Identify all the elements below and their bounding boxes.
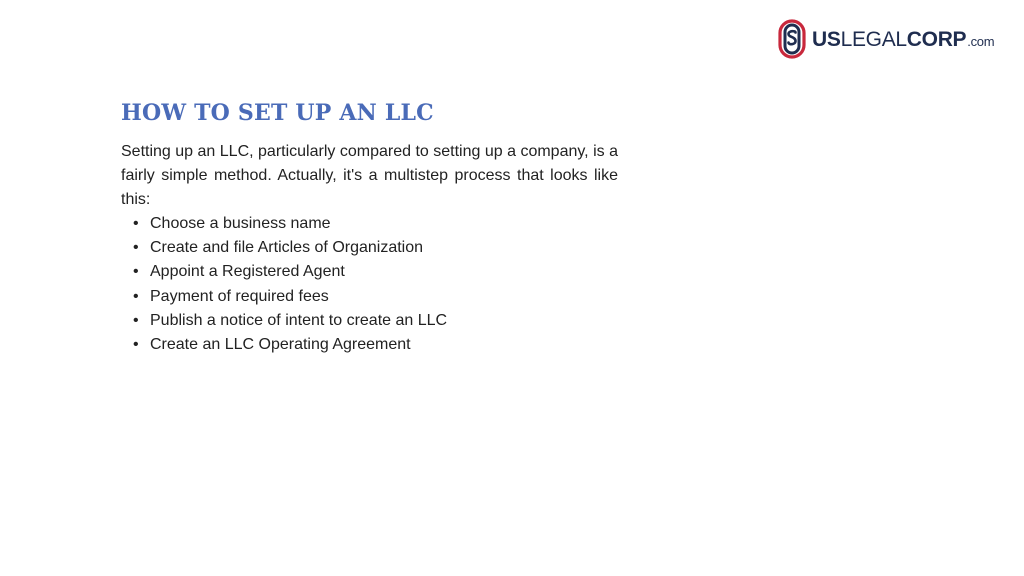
list-item [133, 333, 621, 357]
bullet-icon: • [133, 311, 139, 329]
step-text: Choose a business name [150, 215, 331, 232]
step-text: Create an LLC Operating Agreement [150, 336, 411, 354]
step-text: Appoint a Registered Agent [150, 263, 345, 281]
step-text: Publish a notice of intent to create an LLC [150, 311, 448, 329]
bullet-icon: • [133, 239, 139, 257]
list-item [133, 236, 621, 260]
logo-paperclip-icon [778, 19, 806, 59]
logo-wordmark [812, 29, 994, 50]
list-item [133, 212, 621, 236]
list-item [133, 309, 621, 333]
intro-paragraph: Setting up an LLC, particularly compared to setting up a company, is a fairly simple method. Actually, it's a multistep process that looks like this: [121, 143, 618, 208]
step-text: Payment of required fees [150, 287, 329, 305]
page-title: HOW TO SET UP AN LLC [121, 100, 434, 126]
logo-com: .com [967, 33, 995, 49]
step-text: Create and file Articles of Organization [150, 239, 424, 257]
bullet-icon: • [133, 263, 139, 281]
bullet-icon: • [133, 287, 139, 305]
bullet-icon: • [133, 215, 139, 232]
list-item [133, 260, 621, 284]
steps-list [121, 212, 621, 357]
main-content [121, 98, 621, 357]
bullet-icon: • [133, 336, 139, 354]
logo-us: US [812, 27, 841, 51]
uslegalcorp-logo[interactable] [778, 19, 994, 59]
logo-corp: CORP [906, 27, 967, 51]
logo-legal: LEGAL [840, 27, 907, 51]
list-item [133, 285, 621, 309]
